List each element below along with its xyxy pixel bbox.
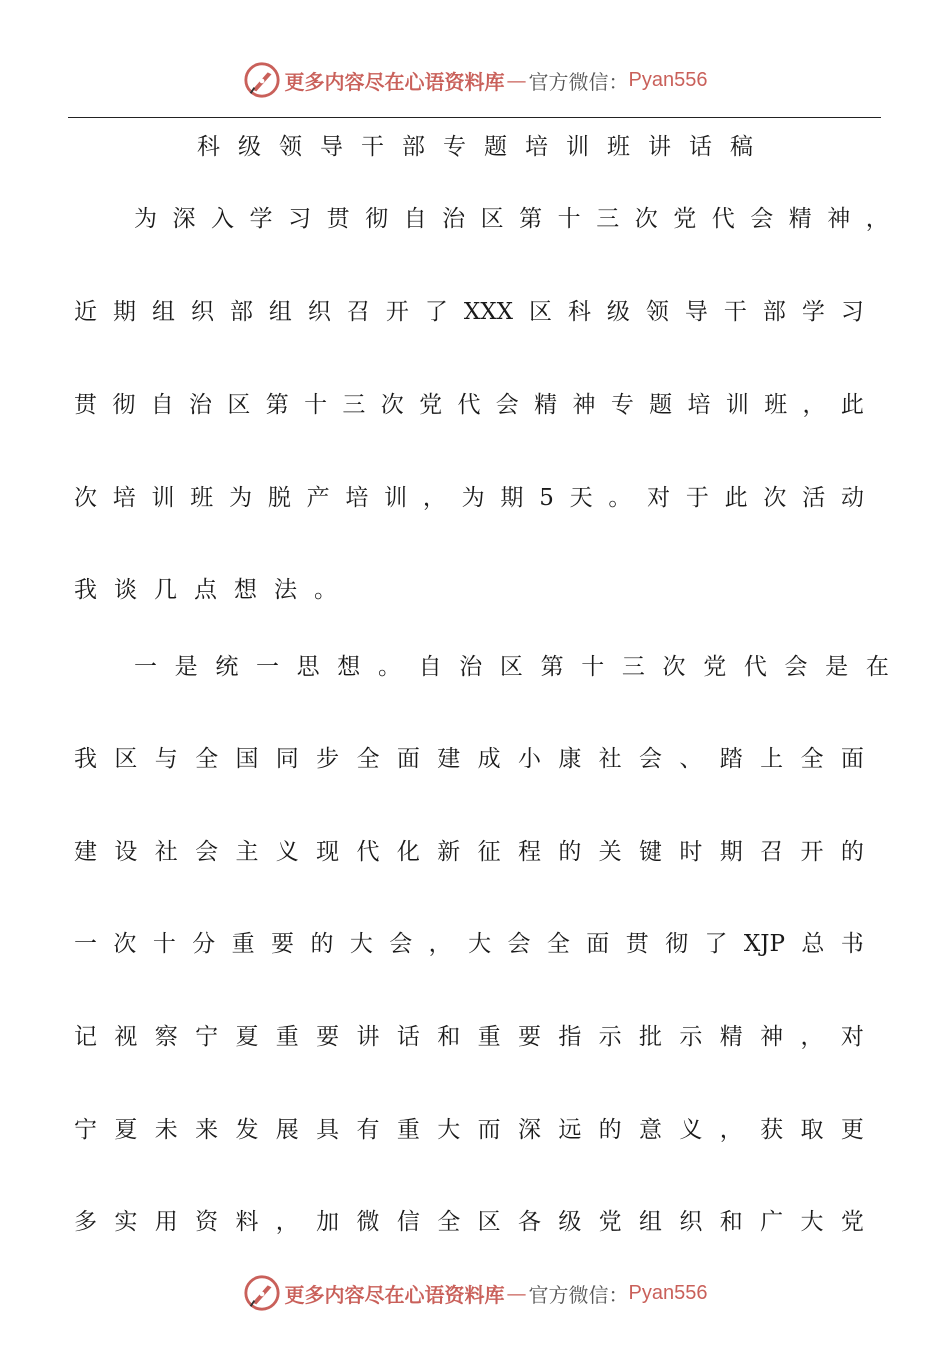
footer-banner: [0, 1273, 950, 1313]
banner-text: 更多内容尽在心语资料库: [284, 69, 505, 94]
body-line: 为 深 入 学 习 贯 彻 自 治 区 第 十 三 次 党 代 会 精 神 ，: [134, 206, 889, 232]
body-line: 次 培 训 班 为 脱 产 培 训 ， 为 期 5 天 。 对 于 此 次 活 动: [74, 485, 864, 511]
quill-logo-icon: [243, 1274, 281, 1312]
body-line: 贯 彻 自 治 区 第 十 三 次 党 代 会 精 神 专 题 培 训 班 ， 此: [74, 392, 864, 418]
banner-official-label: 官方微信：: [528, 69, 629, 94]
body-line: 记 视 察 宁 夏 重 要 讲 话 和 重 要 指 示 批 示 精 神 ， 对: [74, 1024, 864, 1050]
body-line: 一 是 统 一 思 想 。 自 治 区 第 十 三 次 党 代 会 是 在: [134, 654, 889, 680]
body-line: 一 次 十 分 重 要 的 大 会 ， 大 会 全 面 贯 彻 了 XJP 总 书: [74, 931, 864, 957]
document-title: 科级领导干部专题培训班讲话稿: [197, 134, 771, 160]
body-line: 多 实 用 资 料 ， 加 微 信 全 区 各 级 党 组 织 和 广 大 党: [74, 1209, 864, 1235]
banner-text: 更多内容尽在心语资料库: [284, 1282, 505, 1307]
body-line: 我 区 与 全 国 同 步 全 面 建 成 小 康 社 会 、 踏 上 全 面: [74, 746, 864, 772]
banner-official-label: 官方微信：: [528, 1282, 629, 1307]
body-line: 我 谈 几 点 想 法 。: [74, 577, 337, 603]
banner-wechat-id: Pyan556: [628, 1281, 708, 1304]
quill-logo-icon: [243, 61, 281, 99]
header-divider: [68, 117, 881, 118]
banner-dash: —: [506, 68, 527, 92]
banner-wechat-id: Pyan556: [628, 68, 708, 91]
body-line: 建 设 社 会 主 义 现 代 化 新 征 程 的 关 键 时 期 召 开 的: [74, 839, 864, 865]
banner-dash: —: [506, 1281, 527, 1305]
body-line: 宁 夏 未 来 发 展 具 有 重 大 而 深 远 的 意 义 ， 获 取 更: [74, 1117, 864, 1143]
body-line: 近 期 组 织 部 组 织 召 开 了 XXX 区 科 级 领 导 干 部 学 习: [74, 299, 864, 325]
header-banner: [0, 60, 950, 100]
